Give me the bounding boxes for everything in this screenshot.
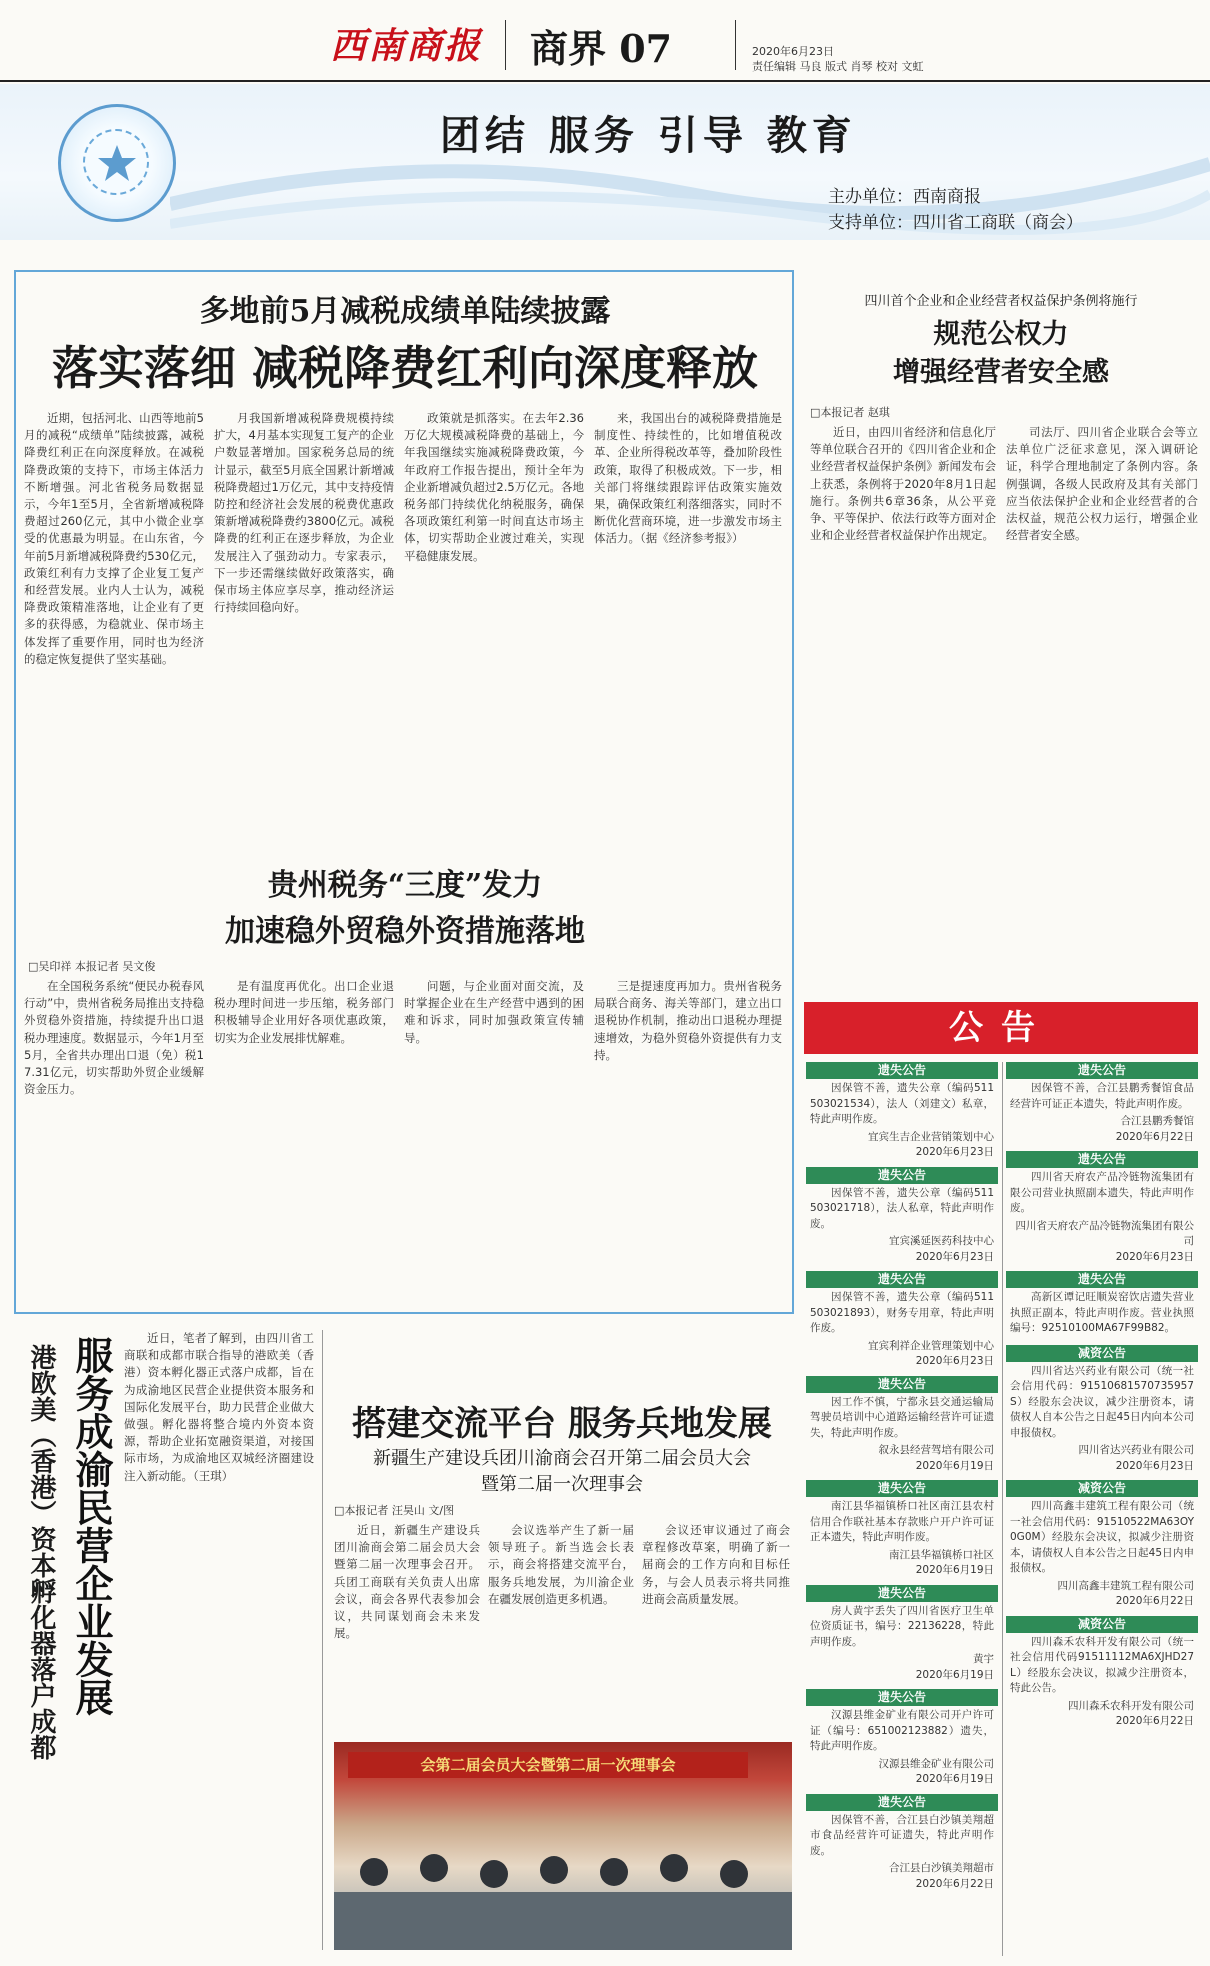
notice-body: 因保管不善，合江县白沙镇美翔超市食品经营许可证遗失，特此声明作废。 bbox=[810, 1813, 994, 1857]
notice-heading: 遗失公告 bbox=[1006, 1151, 1198, 1168]
right-kicker: 四川首个企业和企业经营者权益保护条例将施行 bbox=[864, 294, 1138, 309]
editor-credits: 责任编辑 马良 版式 肖琴 校对 文虹 bbox=[752, 60, 924, 73]
notice-item bbox=[806, 1585, 998, 1684]
notice-organization: 叙永县经营驾培有限公司 bbox=[878, 1444, 994, 1456]
notice-item bbox=[1006, 1271, 1198, 1339]
notice-organization: 宜宾生吉企业营销策划中心 bbox=[868, 1130, 994, 1143]
notice-body: 南江县华福镇桥口社区南江县农村信用合作联社基本存款账户开户许可证正本遗失，特此声明作废。 bbox=[810, 1500, 994, 1543]
xinjiang-byline: □本报记者 汪昊山 文/图 bbox=[334, 1504, 455, 1517]
notice-item bbox=[806, 1271, 998, 1370]
notice-body: 汉源县维金矿业有限公司开户许可证（编号：651002123882）遗失，特此声明作废。 bbox=[810, 1709, 994, 1752]
notice-date: 2020年6月22日 bbox=[1115, 1130, 1194, 1143]
newspaper-logo: 西南商报 bbox=[330, 25, 483, 67]
notice-item bbox=[806, 1062, 998, 1161]
sidebar-column: 近日，笔者了解到，由四川省工商联和成都市联合指导的港欧美（香港）资本孵化器正式落户成都，旨在为成渝地区民营企业提供资本服务和国际化发展平台，助力民营企业做大做强。孵化器将整合境内外资本资源，帮助企业拓宽融资渠道，对接国际市场，为成渝地区双城经济圈建设注入新动能。（王琪） bbox=[124, 1331, 314, 1483]
lead-column-1: 近期，包括河北、山西等地前5月的减税“成绩单”陆续披露，减税降费红利正在向深度释放。在减税降费政策的支持下，市场主体活力不断增强。河北省税务局数据显示，今年1至5月，全省新增减税降费超过260亿元，其中小微企业享受的优惠最为明显。在山东省，今年前5月新增减税降费约530亿元，政策红利有力支撑了企业复工复产和经营发展。业内人士认为，减税降费政策精准落地，让企业有了更多的获得感，为稳就业、保市场主体发挥了重要作用，同时也为经济的稳定恢复提供了坚实基础。 bbox=[24, 411, 204, 666]
masthead-divider-2 bbox=[735, 20, 736, 70]
notice-date: 2020年6月23日 bbox=[915, 1250, 994, 1263]
notice-item bbox=[806, 1167, 998, 1266]
notices-right-column bbox=[1006, 1062, 1198, 1956]
sidebar-subheadline: 港欧美（香港）资本孵化器落户成都 bbox=[26, 1344, 56, 1760]
notice-organization: 汉源县维金矿业有限公司 bbox=[878, 1757, 994, 1770]
xinjiang-meeting-photo bbox=[334, 1742, 792, 1950]
notice-heading: 减资公告 bbox=[1006, 1345, 1198, 1362]
issue-date: 2020年6月23日 bbox=[752, 45, 834, 58]
notice-date: 2020年6月19日 bbox=[915, 1459, 994, 1472]
top-rule bbox=[0, 80, 1210, 82]
xinjiang-subtitle-1: 新疆生产建设兵团川渝商会召开第二届会员大会 bbox=[373, 1448, 751, 1469]
sidebar-headline: 服务成渝民营企业发展 bbox=[69, 1336, 114, 1716]
notice-item bbox=[1006, 1062, 1198, 1145]
xinjiang-column-3: 会议还审议通过了商会章程修改草案，明确了新一届商会的工作方向和目标任务，与会人员表示将共同推进商会高质量发展。 bbox=[642, 1523, 790, 1606]
notice-item bbox=[806, 1376, 998, 1475]
notice-item bbox=[806, 1480, 998, 1579]
guizhou-column-4: 三是提速度再加力。贵州省税务局联合商务、海关等部门，建立出口退税协作机制，推动出口退税办理提速增效，为稳外贸稳外资提供有力支持。 bbox=[594, 979, 782, 1062]
notice-body: 因保管不善，遗失公章（编码511503021718），法人私章，特此声明作废。 bbox=[810, 1186, 994, 1230]
notice-date: 2020年6月23日 bbox=[915, 1355, 994, 1367]
notice-item bbox=[1006, 1616, 1198, 1730]
notice-heading: 遗失公告 bbox=[1006, 1271, 1198, 1288]
guizhou-subtitle: 加速稳外贸稳外资措施落地 bbox=[225, 914, 585, 949]
guizhou-title: 贵州税务“三度”发力 bbox=[267, 868, 543, 903]
notice-item bbox=[1006, 1345, 1198, 1475]
notice-heading: 遗失公告 bbox=[806, 1062, 998, 1079]
notice-date: 2020年6月19日 bbox=[915, 1668, 994, 1681]
xinjiang-column-2: 会议选举产生了新一届领导班子。新当选会长表示，商会将搭建交流平台，服务兵地发展，为川渝企业在疆发展创造更多机遇。 bbox=[488, 1523, 634, 1606]
notice-date: 2020年6月23日 bbox=[1115, 1459, 1194, 1472]
notice-body: 四川省达兴药业有限公司（统一社会信用代码：91510681570735957S）经股东会决议，减少注册资本，请债权人自本公告之日起45日内向本公司申报债权。 bbox=[1010, 1364, 1194, 1439]
guizhou-byline: □吴印祥 本报记者 吴文俊 bbox=[28, 960, 156, 973]
notice-organization: 合江县白沙镇美翔超市 bbox=[889, 1862, 994, 1874]
notice-date: 2020年6月22日 bbox=[1115, 1595, 1194, 1607]
photo-meeting-banner: 会第二届会员大会暨第二届一次理事会 bbox=[348, 1752, 748, 1778]
right-byline: □本报记者 赵琪 bbox=[810, 406, 890, 419]
notice-organization: 四川省达兴药业有限公司 bbox=[1078, 1444, 1194, 1456]
lead-column-3: 政策就是抓落实。在去年2.36万亿大规模减税降费的基础上，今年我国继续实施减税降费政策，今年政府工作报告提出，预计全年为企业新增减负超过2.5万亿元。各地税务部门持续优化纳税服务，确保各项政策红利第一时间直达市场主体，切实帮助企业渡过难关，实现平稳健康发展。 bbox=[404, 411, 584, 563]
host-unit: 主办单位：西南商报 bbox=[828, 187, 981, 207]
notice-organization: 四川森禾农科开发有限公司 bbox=[1068, 1699, 1194, 1712]
notice-date: 2020年6月22日 bbox=[1115, 1715, 1194, 1727]
xinjiang-column-1: 近日，新疆生产建设兵团川渝商会第二届会员大会暨第二届一次理事会召开。兵团工商联有关负责人出席会议，商会各界代表参加会议，共同谋划商会未来发展。 bbox=[334, 1523, 480, 1641]
notice-body: 因保管不善，遗失公章（编码511503021534），法人（刘建文）私章，特此声明作废。 bbox=[810, 1082, 994, 1125]
notice-organization: 宜宾溪延医药科技中心 bbox=[889, 1235, 994, 1247]
right-column-1: 近日，由四川省经济和信息化厅等单位联合召开的《四川省企业和企业经营者权益保护条例》新闻发布会上获悉，条例将于2020年8月1日起施行。条例共6章36条，从公平竞争、平等保护、依法行政等方面对企业和企业经营者权益保护作出规定。 bbox=[810, 425, 996, 543]
notice-body: 房人黄宇丢失了四川省医疗卫生单位资质证书，编号：22136228，特此声明作废。 bbox=[810, 1604, 994, 1648]
notice-heading: 遗失公告 bbox=[806, 1376, 998, 1393]
notice-body: 因工作不慎，宁都永县交通运输局驾驶员培训中心道路运输经营许可证遗失，特此声明作废。 bbox=[810, 1395, 994, 1439]
page-label: 商界 07 bbox=[530, 26, 673, 71]
notices-left-column bbox=[806, 1062, 998, 1956]
notice-heading: 遗失公告 bbox=[1006, 1062, 1198, 1079]
notice-body: 因保管不善，遗失公章（编码511503021893），财务专用章，特此声明作废。 bbox=[810, 1291, 994, 1334]
notices-divider bbox=[1002, 1062, 1003, 1956]
lead-kicker: 多地前5月减税成绩单陆续披露 bbox=[199, 294, 611, 329]
notice-item bbox=[1006, 1480, 1198, 1610]
photo-audience bbox=[334, 1832, 792, 1950]
notice-body: 四川省天府农产品冷链物流集团有限公司营业执照副本遗失，特此声明作废。 bbox=[1010, 1171, 1194, 1214]
right-title-2: 增强经营者安全感 bbox=[893, 357, 1109, 388]
guizhou-column-3: 问题，与企业面对面交流，及时掌握企业在生产经营中遇到的困难和诉求，同时加强政策宣传辅导。 bbox=[404, 979, 584, 1045]
notice-heading: 遗失公告 bbox=[806, 1585, 998, 1602]
emblem-star-icon bbox=[97, 143, 137, 183]
notice-date: 2020年6月19日 bbox=[915, 1773, 994, 1785]
notice-item bbox=[806, 1689, 998, 1788]
notice-body: 因保管不善，合江县鹏秀餐馆食品经营许可证正本遗失，特此声明作废。 bbox=[1010, 1082, 1194, 1110]
notice-heading: 遗失公告 bbox=[806, 1689, 998, 1706]
xinjiang-title: 搭建交流平台 服务兵地发展 bbox=[352, 1404, 772, 1444]
notice-heading: 遗失公告 bbox=[806, 1167, 998, 1184]
lead-headline: 落实落细 减税降费红利向深度释放 bbox=[51, 341, 758, 395]
lead-column-4: 来，我国出台的减税降费措施是制度性、持续性的，比如增值税改革、企业所得税改革等，叠加阶段性政策，取得了积极成效。下一步，相关部门将继续跟踪评估政策实施效果，确保政策红利落细落实，同时不断优化营商环境，进一步激发市场主体活力。（据《经济参考报》） bbox=[594, 411, 782, 546]
notice-organization: 四川高鑫丰建筑工程有限公司 bbox=[1057, 1579, 1194, 1592]
guizhou-column-2: 是有温度再优化。出口企业退税办理时间进一步压缩，税务部门积极辅导企业用好各项优惠政策，切实为企业发展排忧解难。 bbox=[214, 979, 394, 1045]
notice-body: 高新区谭记旺顺炭窑饮店遗失营业执照正副本，特此声明作废。营业执照编号：92510100MA67F99B82。 bbox=[1010, 1291, 1194, 1334]
notice-item bbox=[1006, 1151, 1198, 1265]
notice-organization: 合江县鹏秀餐馆 bbox=[1120, 1115, 1194, 1127]
notice-organization: 黄宇 bbox=[973, 1653, 994, 1665]
notice-organization: 宜宾利祥企业管理策划中心 bbox=[868, 1339, 994, 1352]
notice-banner-title: 公告 bbox=[949, 1008, 1053, 1048]
xinjiang-subtitle-2: 暨第二届一次理事会 bbox=[481, 1474, 643, 1495]
notice-heading: 减资公告 bbox=[1006, 1616, 1198, 1633]
sidebar-divider bbox=[322, 1330, 323, 1950]
notice-organization: 南江县华福镇桥口社区 bbox=[889, 1548, 994, 1561]
sponsor-info bbox=[828, 184, 1083, 236]
chamber-emblem bbox=[58, 104, 176, 222]
notice-item bbox=[806, 1794, 998, 1893]
notice-organization: 四川省天府农产品冷链物流集团有限公司 bbox=[1015, 1219, 1194, 1247]
right-column-2: 司法厅、四川省企业联合会等立法单位广泛征求意见，深入调研论证，科学合理地制定了条例内容。条例强调，各级人民政府及其有关部门应当依法保护企业和企业经营者的合法权益，规范公权力运行，增强企业经营者安全感。 bbox=[1006, 425, 1198, 543]
notice-heading: 遗失公告 bbox=[806, 1480, 998, 1497]
guizhou-column-1: 在全国税务系统“便民办税春风行动”中，贵州省税务局推出支持稳外贸稳外资措施，持续提升出口退税办理速度。数据显示，今年1月至5月，全省共办理出口退（免）税17.31亿元，切实帮助外贸企业缓解资金压力。 bbox=[24, 979, 204, 1097]
notice-body: 四川高鑫丰建筑工程有限公司（统一社会信用代码：91510522MA63OY0G0M）经股东会决议，拟减少注册资本，请债权人自本公告之日起45日内申报债权。 bbox=[1010, 1500, 1194, 1574]
notice-heading: 遗失公告 bbox=[806, 1271, 998, 1288]
notice-date: 2020年6月23日 bbox=[1115, 1250, 1194, 1263]
right-title-1: 规范公权力 bbox=[933, 319, 1069, 350]
masthead-divider bbox=[505, 20, 506, 70]
notice-banner bbox=[804, 1002, 1198, 1054]
notice-date: 2020年6月19日 bbox=[915, 1564, 994, 1576]
banner-slogan: 团结 服务 引导 教育 bbox=[440, 112, 857, 159]
notice-heading: 遗失公告 bbox=[806, 1794, 998, 1811]
notice-heading: 减资公告 bbox=[1006, 1480, 1198, 1497]
support-unit: 支持单位：四川省工商联（商会） bbox=[828, 213, 1083, 233]
date-info bbox=[752, 44, 923, 74]
lead-column-2: 月我国新增减税降费规模持续扩大，4月基本实现复工复产的企业户数显著增加。国家税务总局的统计显示，截至5月底全国累计新增减税降费超过1万亿元，其中支持疫情防控和经济社会发展的税费优惠政策新增减税降费约3800亿元。减税降费的红利正在逐步释放，为企业发展注入了强劲动力。专家表示，下一步还需继续做好政策落实，确保市场主体应享尽享，推动经济运行持续回稳向好。 bbox=[214, 411, 394, 615]
notice-date: 2020年6月22日 bbox=[915, 1877, 994, 1890]
notice-body: 四川森禾农科开发有限公司（统一社会信用代码91511112MA6XJHD27L）经股东会决议，拟减少注册资本，特此公告。 bbox=[1010, 1635, 1194, 1694]
notice-date: 2020年6月23日 bbox=[915, 1146, 994, 1158]
